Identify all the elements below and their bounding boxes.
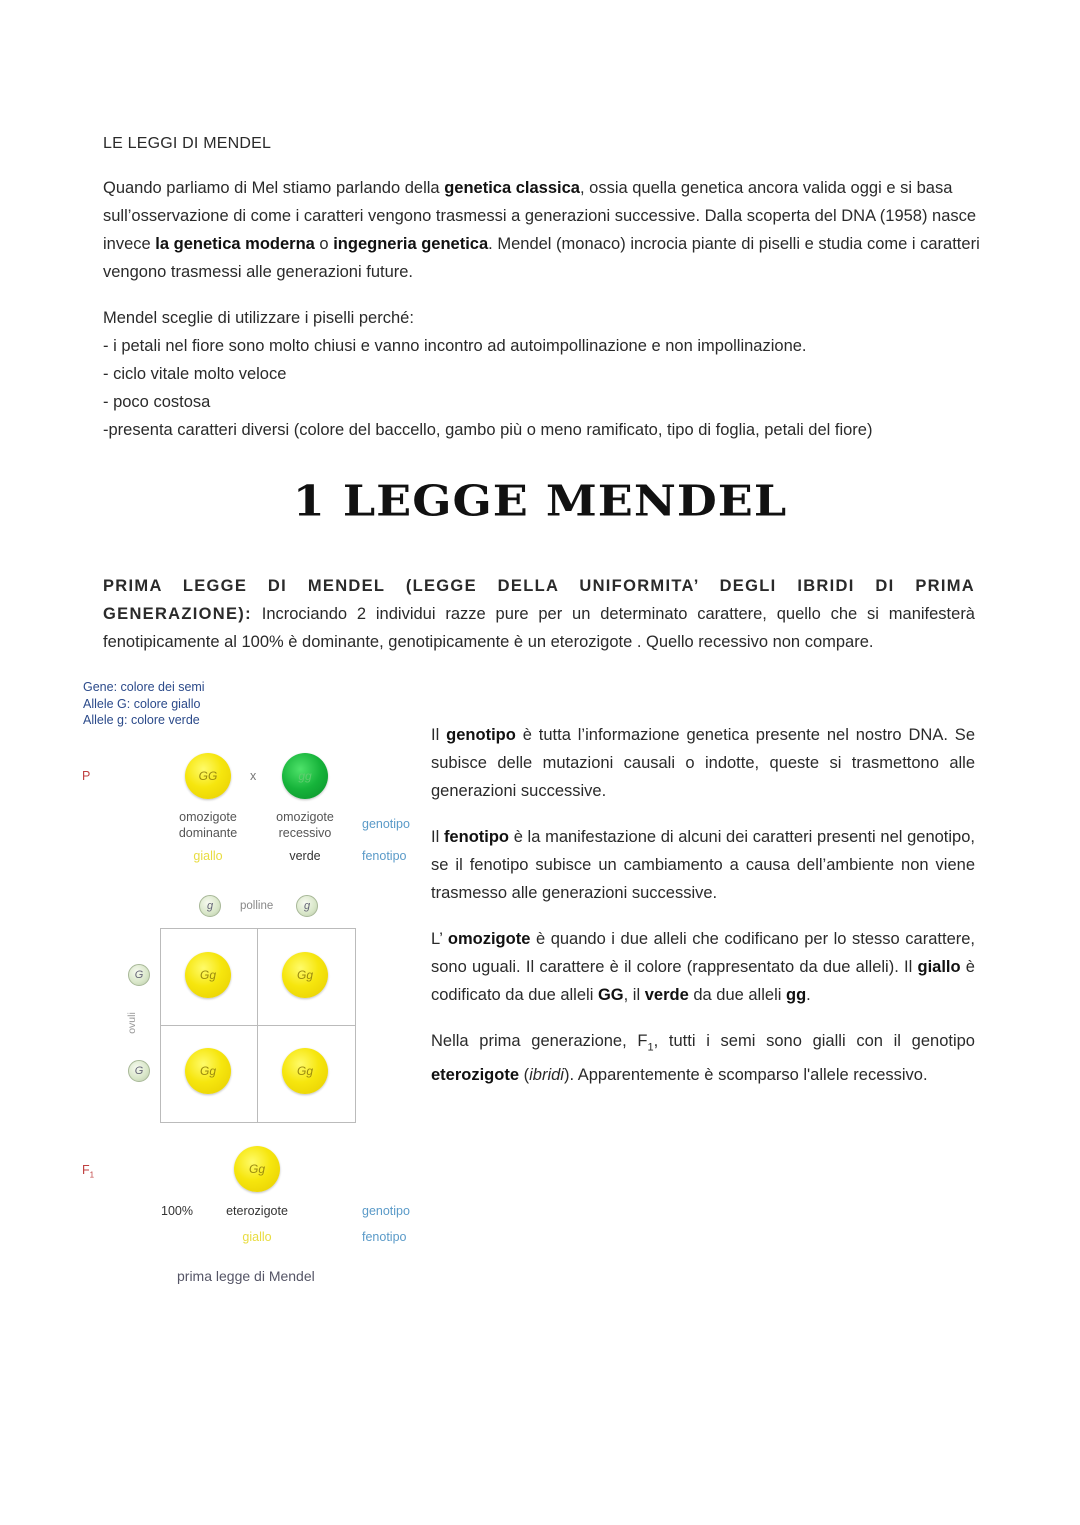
text: è codificato da due alleli	[431, 958, 975, 1004]
text: L’	[431, 930, 448, 948]
grid-divider	[161, 1025, 355, 1026]
intro-bold-1: genetica classica	[444, 179, 580, 197]
genotipo-label: genotipo	[362, 817, 410, 831]
bold-term: eterozigote	[431, 1066, 520, 1085]
subscript: 1	[647, 1041, 654, 1054]
offspring-fenotipo-label: fenotipo	[362, 1230, 407, 1244]
bold-term: giallo	[917, 958, 961, 976]
fenotipo-label: fenotipo	[362, 849, 407, 863]
p-generation-label: P	[82, 769, 91, 783]
ovule-allele: G	[128, 1060, 150, 1082]
text: , tutti i semi sono gialli con il genotipo	[653, 1032, 975, 1050]
label-line: dominante	[178, 826, 238, 840]
first-law-paragraph	[103, 572, 975, 656]
list-item: - poco costosa	[103, 393, 211, 411]
pollen-allele: g	[296, 895, 318, 917]
intro-paragraph	[103, 174, 983, 286]
offspring-genotipo-label: genotipo	[362, 1204, 410, 1218]
polline-label: polline	[240, 900, 274, 912]
parent-dominant-seed: GG	[185, 753, 231, 799]
offspring-percent: 100%	[161, 1204, 193, 1218]
intro-text-3: o	[314, 235, 334, 253]
text: ). Apparentemente è scomparso l'allele recessivo.	[563, 1066, 928, 1085]
intro-bold-2: la genetica moderna	[155, 235, 315, 253]
bold-term: verde	[644, 986, 689, 1004]
text: Il	[431, 828, 444, 846]
legend-line: Allele g: colore verde	[83, 713, 200, 727]
list-item: -presenta caratteri diversi (colore del baccello, gambo più o meno ramificato, tipo di foglia, petali del fiore)	[103, 421, 873, 439]
bold-term: fenotipo	[443, 828, 510, 846]
label-line: omozigote	[276, 810, 334, 824]
text: .	[806, 986, 811, 1004]
parent2-label	[265, 809, 345, 841]
intro-text-2: , ossia quella genetica ancora valida oggi e si basa sull’osservazione di come i caratteri vengono trasmessi a generazioni successive. Dalla scoperta del DNA (1958) nasce invece	[103, 179, 977, 253]
punnett-cell-seed: Gg	[282, 1048, 328, 1094]
bold-term: GG	[597, 986, 624, 1004]
section-title: 1 LEGGE MENDEL	[292, 476, 788, 526]
parent2-phenotype: verde	[289, 849, 321, 863]
f1-generation-label	[82, 1162, 94, 1184]
diagram-caption: prima legge di Mendel	[177, 1268, 315, 1284]
gene-legend	[83, 679, 205, 729]
cross-symbol: x	[250, 769, 257, 783]
punnett-square	[160, 928, 356, 1123]
bold-term: gg	[786, 986, 807, 1004]
legend-line: Allele G: colore giallo	[83, 696, 201, 711]
offspring-phenotype: giallo	[242, 1230, 272, 1244]
text: , il	[623, 986, 645, 1004]
italic-term: ibridi	[529, 1066, 564, 1085]
punnett-cell-seed: Gg	[185, 1048, 231, 1094]
reasons-list	[103, 304, 993, 444]
omozigote-paragraph	[431, 925, 975, 1009]
bold-term: genotipo	[446, 726, 516, 744]
parent1-phenotype: giallo	[193, 849, 223, 863]
ovule-allele: G	[128, 964, 150, 986]
document-title: LE LEGGI DI MENDEL	[103, 135, 272, 152]
label-line: recessivo	[278, 826, 332, 840]
offspring-seed: Gg	[234, 1146, 280, 1192]
punnett-cell-seed: Gg	[185, 952, 231, 998]
offspring-genotype-label: eterozigote	[226, 1204, 288, 1218]
text: è la manifestazione di alcuni dei caratteri presenti nel genotipo, se il fenotipo subisce un cambiamento a causa dell’ambiente non viene trasmesso alle generazioni successive.	[431, 828, 975, 902]
first-law-heading: PRIMA LEGGE DI MENDEL (LEGGE DELLA UNIFORMITA’ DEGLI IBRIDI DI PRIMA GENERAZIONE):	[103, 577, 975, 623]
parent-recessive-seed: gg	[282, 753, 328, 799]
intro-bold-3: ingegneria genetica	[333, 235, 489, 253]
text: Il	[431, 726, 447, 744]
list-item: - ciclo vitale molto veloce	[103, 365, 287, 383]
intro-text-4: . Mendel (monaco) incrocia piante di piselli e studia come i caratteri vengono trasmessi alle generazioni future.	[103, 235, 980, 281]
subscript: 1	[89, 1170, 95, 1180]
pollen-allele: g	[199, 895, 221, 917]
parent1-label	[168, 809, 248, 841]
punnett-cell-seed: Gg	[282, 952, 328, 998]
reasons-lead: Mendel sceglie di utilizzare i piselli perché:	[103, 309, 414, 327]
list-item: - i petali nel fiore sono molto chiusi e vanno incontro ad autoimpollinazione e non impollinazione.	[103, 337, 807, 355]
definitions-column	[431, 721, 975, 1107]
label-text: F	[82, 1163, 90, 1177]
first-law-body: Incrociando 2 individui razze pure per un determinato carattere, quello che si manifesterà fenotipicamente al 100% è dominante, genotipicamente è un eterozigote . Quello recessivo non compare.	[103, 605, 975, 651]
label-line: omozigote	[179, 810, 237, 824]
genotipo-paragraph	[431, 721, 975, 805]
f1-paragraph	[431, 1027, 975, 1089]
text: (	[519, 1066, 530, 1085]
intro-text-1: Quando parliamo di Mel stiamo parlando della	[103, 179, 445, 197]
text: Nella prima generazione, F	[431, 1032, 648, 1050]
text: da due alleli	[688, 986, 786, 1004]
text: è quando i due alleli che codificano per lo stesso carattere, sono uguali. Il carattere è il colore (rappresentato da due alleli). Il	[431, 930, 975, 976]
bold-term: omozigote	[447, 930, 531, 948]
ovuli-label: ovuli	[125, 1012, 138, 1034]
fenotipo-paragraph	[431, 823, 975, 907]
legend-line: Gene: colore dei semi	[83, 680, 205, 694]
text: è tutta l’informazione genetica presente nel nostro DNA. Se subisce delle mutazioni causali o indotte, queste si trasmettono alle generazioni successive.	[431, 726, 975, 800]
